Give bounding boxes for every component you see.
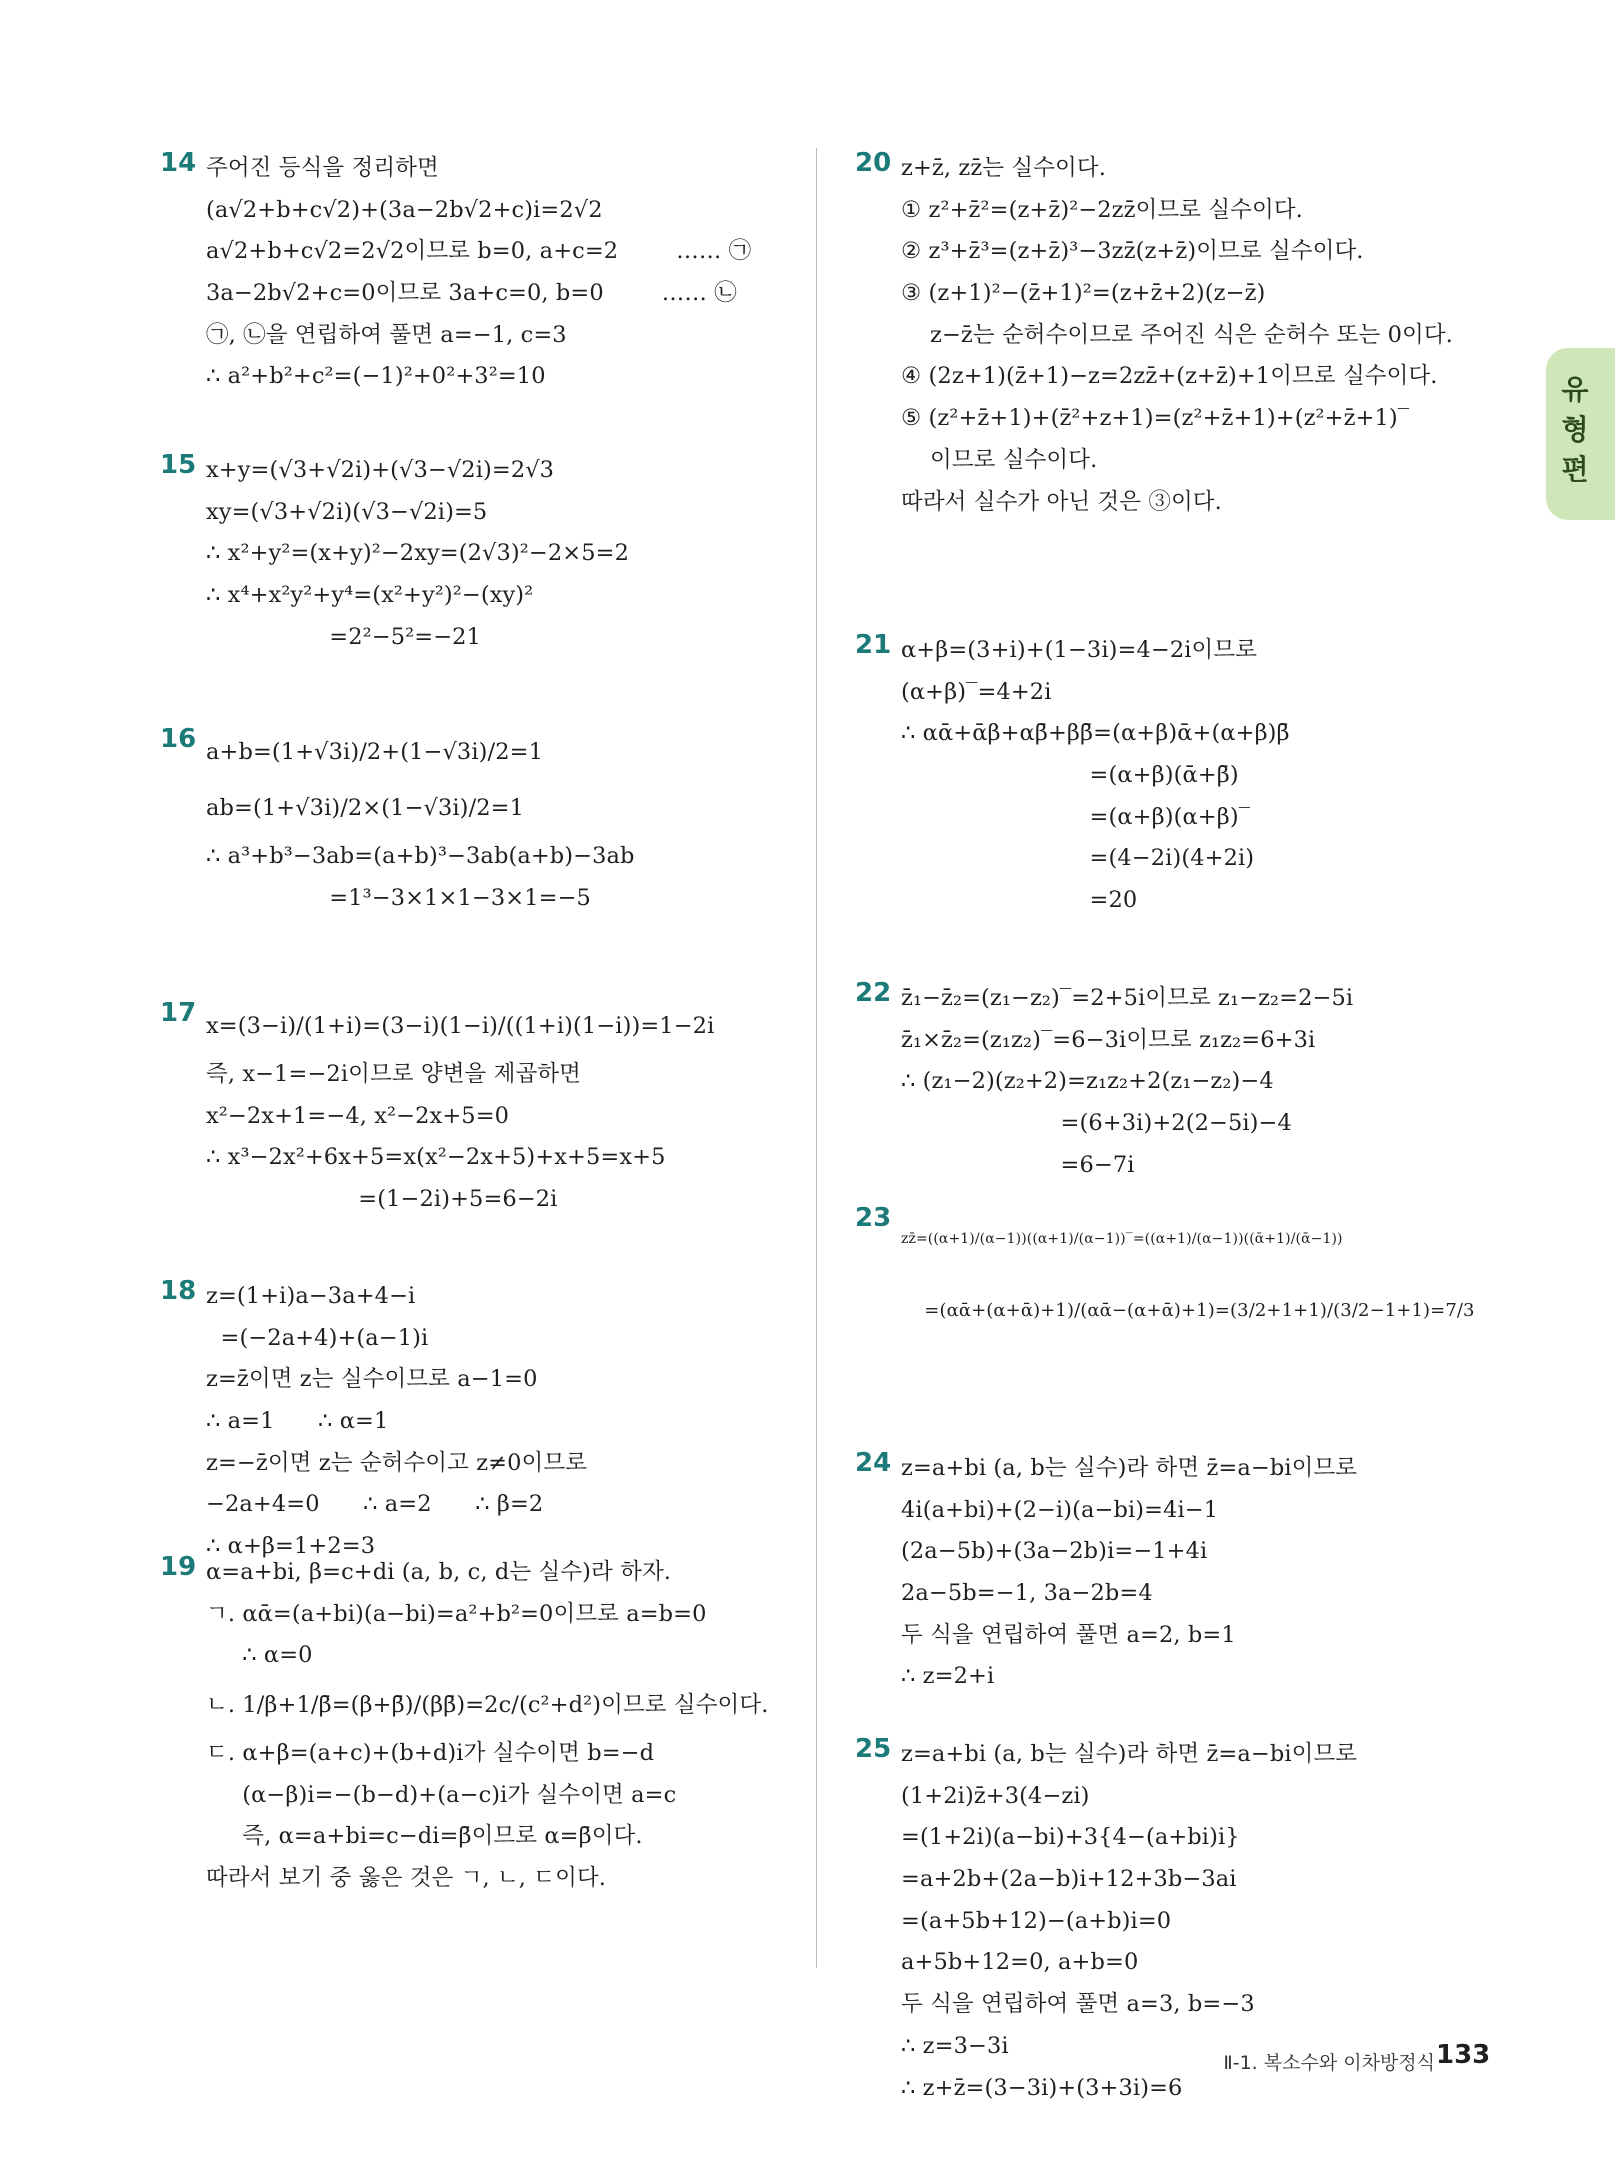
solution-lines: [206, 1276, 587, 1568]
solution-line: α+β=(3+i)+(1−3i)=4−2i이므로: [901, 637, 1258, 663]
solution-line: ∴ a²+b²+c²=(−1)²+0²+3²=10: [206, 363, 546, 390]
solution-line: ab=(1+√3i)/2×(1−√3i)/2=1: [206, 795, 525, 821]
solution-line: (1+2i)z̄+3(4−zi): [901, 1782, 1090, 1809]
problem-number: 23: [855, 1203, 892, 1233]
solution-line: xy=(√3+√2i)(√3−√2i)=5: [206, 498, 488, 525]
section-tab: [1546, 348, 1615, 520]
solution-line: ∴ z+z̄=(3−3i)+(3+3i)=6: [901, 2074, 1183, 2101]
problem-number: 20: [855, 148, 892, 178]
solution-line: α=a+bi, β=c+di (a, b, c, d는 실수)라 하자.: [206, 1559, 672, 1585]
solution-line: 주어진 등식을 정리하면: [206, 155, 439, 181]
solution-line: 3a−2b√2+c=0이므로 3a+c=0, b=0 …… ㉡: [206, 280, 737, 307]
solution-line: 이므로 실수이다.: [901, 446, 1098, 473]
solution-line: 두 식을 연립하여 풀면 a=2, b=1: [901, 1621, 1236, 1648]
solution-line: ㄴ. 1/β+1/β̄=(β+β̄)/(ββ̄)=2c/(c²+d²)이므로 실수이다.: [206, 1692, 769, 1719]
solution-lines: [206, 450, 629, 658]
solution-line: ∴ α+β=1+2=3: [206, 1533, 376, 1560]
problem-number: 14: [160, 148, 197, 178]
solution-line: =(4−2i)(4+2i): [901, 845, 1255, 872]
solution-line: =(α+β)(α+β)‾: [901, 803, 1251, 830]
solution-line: =(1+2i)(a−bi)+3{4−(a+bi)i}: [901, 1824, 1240, 1851]
solution-line: z=a+bi (a, b는 실수)라 하면 z̄=a−bi이므로: [901, 1741, 1358, 1767]
solution-line: ㉠, ㉡을 연립하여 풀면 a=−1, c=3: [206, 321, 567, 348]
solution-line: 2a−5b=−1, 3a−2b=4: [901, 1580, 1153, 1607]
solution-line: 따라서 보기 중 옳은 것은 ㄱ, ㄴ, ㄷ이다.: [206, 1865, 607, 1892]
solution-line: a√2+b+c√2=2√2이므로 b=0, a+c=2 …… ㉠: [206, 238, 752, 265]
solution-line: ② z³+z̄³=(z+z̄)³−3zz̄(z+z̄)이므로 실수이다.: [901, 238, 1364, 265]
problem-number: 25: [855, 1734, 892, 1764]
solution-line: z=z̄이면 z는 실수이므로 a−1=0: [206, 1366, 538, 1393]
page-number: 133: [1436, 2040, 1491, 2070]
solution-line: =(6+3i)+2(2−5i)−4: [901, 1110, 1292, 1137]
solution-line: ④ (2z+1)(z̄+1)−z=2zz̄+(z+z̄)+1이므로 실수이다.: [901, 363, 1438, 390]
solution-line: =20: [901, 887, 1138, 914]
solution-line: a+5b+12=0, a+b=0: [901, 1949, 1139, 1976]
solution-line: =(αᾱ+(α+ᾱ)+1)/(αᾱ−(α+ᾱ)+1)=(3/2+1+1)/(3/2−1+1)=7/3: [901, 1300, 1475, 1321]
problem-number: 19: [160, 1552, 197, 1582]
solution-line: =1³−3×1×1−3×1=−5: [206, 884, 591, 911]
solution-line: =(−2a+4)+(a−1)i: [206, 1324, 429, 1351]
problem-number: 16: [160, 724, 197, 754]
solution-line: z=a+bi (a, b는 실수)라 하면 z̄=a−bi이므로: [901, 1455, 1358, 1481]
solution-line: =(α+β)(ᾱ+β̄): [901, 762, 1239, 789]
solution-line: x²−2x+1=−4, x²−2x+5=0: [206, 1102, 510, 1129]
solution-line: 즉, x−1=−2i이므로 양변을 제곱하면: [206, 1061, 581, 1087]
solution-line: z+z̄, zz̄는 실수이다.: [901, 155, 1106, 181]
solution-lines: [206, 148, 751, 398]
solution-lines: [901, 148, 1453, 523]
solution-line: −2a+4=0 ∴ a=2 ∴ β=2: [206, 1491, 544, 1518]
solution-line: ∴ x⁴+x²y²+y⁴=(x²+y²)²−(xy)²: [206, 582, 534, 609]
solution-line: 두 식을 연립하여 풀면 a=3, b=−3: [901, 1991, 1255, 2018]
solution-line: =a+2b+(2a−b)i+12+3b−3ai: [901, 1866, 1237, 1893]
problem-number: 15: [160, 450, 197, 480]
solution-line: ∴ a³+b³−3ab=(a+b)³−3ab(a+b)−3ab: [206, 843, 635, 869]
problem-number: 21: [855, 630, 892, 660]
problem-number: 17: [160, 998, 197, 1028]
solution-line: =(a+5b+12)−(a+b)i=0: [901, 1907, 1172, 1934]
solution-line: z̄₁−z̄₂=(z₁−z₂)‾=2+5i이므로 z₁−z₂=2−5i: [901, 985, 1354, 1011]
solution-lines: [901, 630, 1290, 922]
section-tab-label: 유 형 편: [1561, 373, 1589, 486]
solution-line: ① z²+z̄²=(z+z̄)²−2zz̄이므로 실수이다.: [901, 196, 1303, 223]
solution-line: ∴ x³−2x²+6x+5=x(x²−2x+5)+x+5=x+5: [206, 1144, 666, 1171]
footer-chapter-title: Ⅱ-1. 복소수와 이차방정식: [1223, 2052, 1435, 2074]
solution-line: (2a−5b)+(3a−2b)i=−1+4i: [901, 1538, 1208, 1565]
solution-line: 즉, α=a+bi=c−di=β̄이므로 α=β̄이다.: [206, 1823, 643, 1850]
solution-line: ∴ z=3−3i: [901, 2032, 1009, 2059]
solution-line: 따라서 실수가 아닌 것은 ③이다.: [901, 488, 1222, 515]
solution-line: ③ (z+1)²−(z̄+1)²=(z+z̄+2)(z−z̄): [901, 280, 1266, 307]
problem-number: 18: [160, 1276, 197, 1306]
solution-line: ㄱ. αᾱ=(a+bi)(a−bi)=a²+b²=0이므로 a=b=0: [206, 1600, 707, 1627]
solution-line: z=(1+i)a−3a+4−i: [206, 1283, 416, 1309]
solution-line: ⑤ (z²+z̄+1)+(z̄²+z+1)=(z²+z̄+1)+(z²+z̄+1)‾: [901, 405, 1410, 432]
solution-line: x=(3−i)/(1+i)=(3−i)(1−i)/((1+i)(1−i))=1−2i: [206, 1013, 715, 1039]
solution-line: =6−7i: [901, 1151, 1135, 1178]
solution-line: z−z̄는 순허수이므로 주어진 식은 순허수 또는 0이다.: [901, 321, 1453, 348]
solution-line: ∴ (z₁−2)(z₂+2)=z₁z₂+2(z₁−z₂)−4: [901, 1068, 1274, 1095]
solution-lines: [206, 1552, 768, 1900]
solution-line: (a√2+b+c√2)+(3a−2b√2+c)i=2√2: [206, 196, 603, 223]
solution-lines: [206, 724, 635, 919]
solution-line: =2²−5²=−21: [206, 623, 481, 650]
column-divider: [816, 148, 817, 1968]
solution-line: z=−z̄이면 z는 순허수이고 z≠0이므로: [206, 1449, 588, 1476]
solution-lines: [901, 1203, 1475, 1347]
solution-line: ∴ αᾱ+ᾱβ+αβ̄+ββ̄=(α+β)ᾱ+(α+β)β̄: [901, 720, 1290, 747]
solution-line: zz̄=((α+1)/(α−1))((α+1)/(α−1))‾=((α+1)/(α−1))((ᾱ+1)/(ᾱ−1)): [901, 1231, 1343, 1247]
problem-number: 24: [855, 1448, 892, 1478]
solution-line: x+y=(√3+√2i)+(√3−√2i)=2√3: [206, 457, 555, 483]
problem-number: 22: [855, 978, 892, 1008]
solution-line: ∴ z=2+i: [901, 1663, 995, 1690]
solution-line: (α−β)i=−(b−d)+(a−c)i가 실수이면 a=c: [206, 1781, 677, 1808]
solution-line: =(1−2i)+5=6−2i: [206, 1186, 558, 1213]
solution-line: z̄₁×z̄₂=(z₁z₂)‾=6−3i이므로 z₁z₂=6+3i: [901, 1026, 1316, 1053]
solution-line: ∴ x²+y²=(x+y)²−2xy=(2√3)²−2×5=2: [206, 540, 630, 567]
solution-line: ∴ α=0: [206, 1642, 313, 1669]
solution-line: ∴ a=1 ∴ α=1: [206, 1408, 389, 1435]
solution-lines: [901, 1448, 1357, 1698]
solution-line: 4i(a+bi)+(2−i)(a−bi)=4i−1: [901, 1496, 1219, 1523]
solution-line: ㄷ. α+β=(a+c)+(b+d)i가 실수이면 b=−d: [206, 1740, 655, 1767]
solution-lines: [206, 998, 714, 1221]
solution-line: (α+β)‾=4+2i: [901, 678, 1052, 705]
solution-lines: [901, 978, 1353, 1186]
solution-line: a+b=(1+√3i)/2+(1−√3i)/2=1: [206, 739, 543, 765]
